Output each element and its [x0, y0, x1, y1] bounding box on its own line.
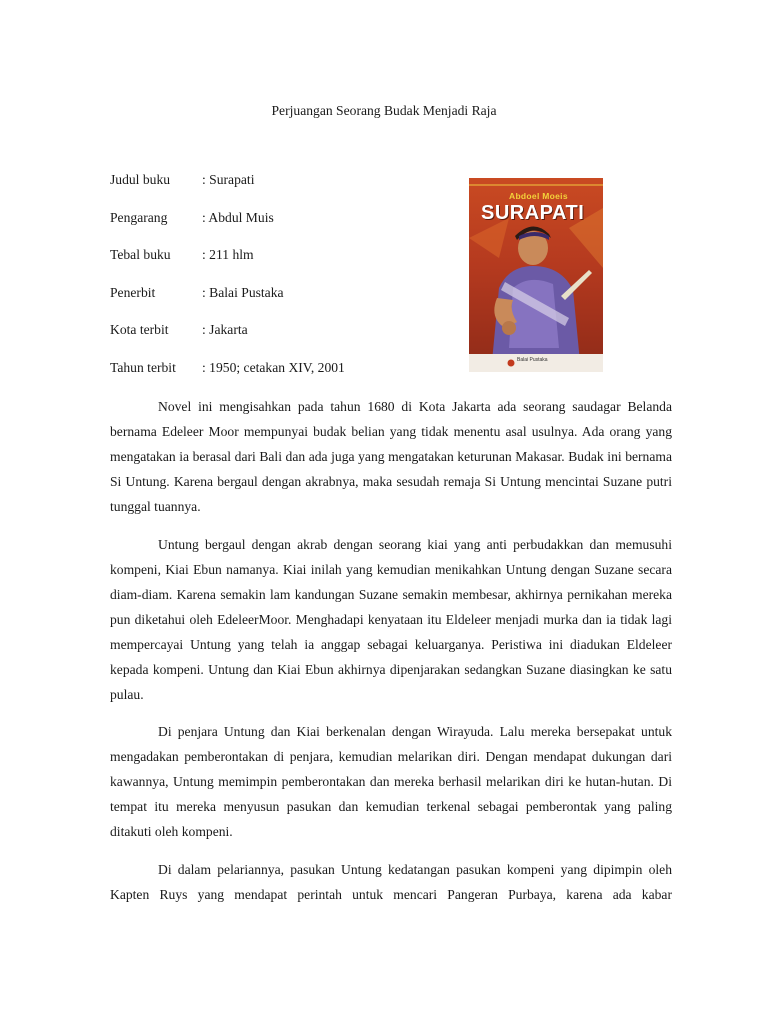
- meta-value: : Surapati: [202, 172, 255, 187]
- meta-value: : Jakarta: [202, 322, 248, 337]
- review-body: [110, 394, 672, 919]
- paragraph: Di penjara Untung dan Kiai berkenalan dengan Wirayuda. Lalu mereka bersepakat untuk mengadakan pemberontakan di penjara, kemudian melarikan diri. Dengan mendapat dukungan dari kawannya, Untung memimpin pemberontakan dan mereka berhasil melarikan diri ke hutan-hutan. Di tempat itu mereka menyusun pasukan dan kemudian terkenal sebagai pemberontak yang paling ditakuti oleh kompeni.: [110, 724, 672, 839]
- meta-value: : Balai Pustaka: [202, 284, 284, 300]
- paragraph: Novel ini mengisahkan pada tahun 1680 di Kota Jakarta ada seorang saudagar Belanda bernama Edeleer Moor mempunyai budak belian yang tidak menentu asal usulnya. Ada orang yang mengatakan ia berasal dari Bali dan ada juga yang mengatakan keturunan Makasar. Budak ini bernama Si Untung. Karena bergaul dengan akrabnya, maka sesudah remaja Si Untung mencintai Suzane putri tunggal tuannya.: [110, 399, 672, 514]
- meta-label: Tebal buku: [110, 247, 171, 262]
- meta-value: : Abdul Muis: [202, 209, 274, 225]
- meta-row-author: [110, 209, 345, 247]
- meta-value: : 211 hlm: [202, 247, 254, 262]
- book-metadata: [110, 171, 345, 396]
- meta-value: : 1950; cetakan XIV, 2001: [202, 359, 345, 375]
- meta-row-city: [110, 321, 345, 359]
- paragraph: Di dalam pelariannya, pasukan Untung kedatangan pasukan kompeni yang dipimpin oleh Kapten Ruys yang mendapat perintah untuk mencari Pangeran Purbaya, karena ada kabar: [110, 861, 672, 902]
- meta-label: Pengarang: [110, 209, 168, 225]
- meta-row-publisher: [110, 284, 345, 322]
- meta-row-year: [110, 359, 345, 397]
- meta-label: Tahun terbit: [110, 359, 176, 375]
- meta-label: Kota terbit: [110, 322, 169, 337]
- document-title: Perjuangan Seorang Budak Menjadi Raja: [271, 103, 497, 118]
- meta-row-title: [110, 171, 345, 209]
- cover-publisher: Balai Pustaka: [517, 357, 548, 363]
- book-cover-image: [469, 178, 603, 372]
- cover-title: SURAPATI: [481, 202, 585, 224]
- cover-author: Abdoel Moeis: [509, 191, 568, 201]
- meta-label: Penerbit: [110, 284, 156, 300]
- meta-row-pages: [110, 246, 345, 284]
- paragraph: Untung bergaul dengan akrab dengan seorang kiai yang anti perbudakkan dan memusuhi kompeni, Kiai Ebun namanya. Kiai inilah yang kemudian menikahkan Untung dengan Suzane secara diam-diam. Karena semakin lam kandungan Suzane semakin membesar, akhirnya pernikahan mereka pun diketahui oleh EdeleerMoor. Menghadapi kenyataan itu Eldeleer menjadi murka dan ia tidak lagi mempercayai Untung yang telah ia anggap sebagai keluarganya. Peristiwa ini diadukan Eldeleer kepada kompeni. Untung dan Kiai Ebun akhirnya dipenjarakan sedangkan Suzane diasingkan ke satu pulau.: [110, 536, 672, 702]
- meta-label: Judul buku: [110, 172, 171, 187]
